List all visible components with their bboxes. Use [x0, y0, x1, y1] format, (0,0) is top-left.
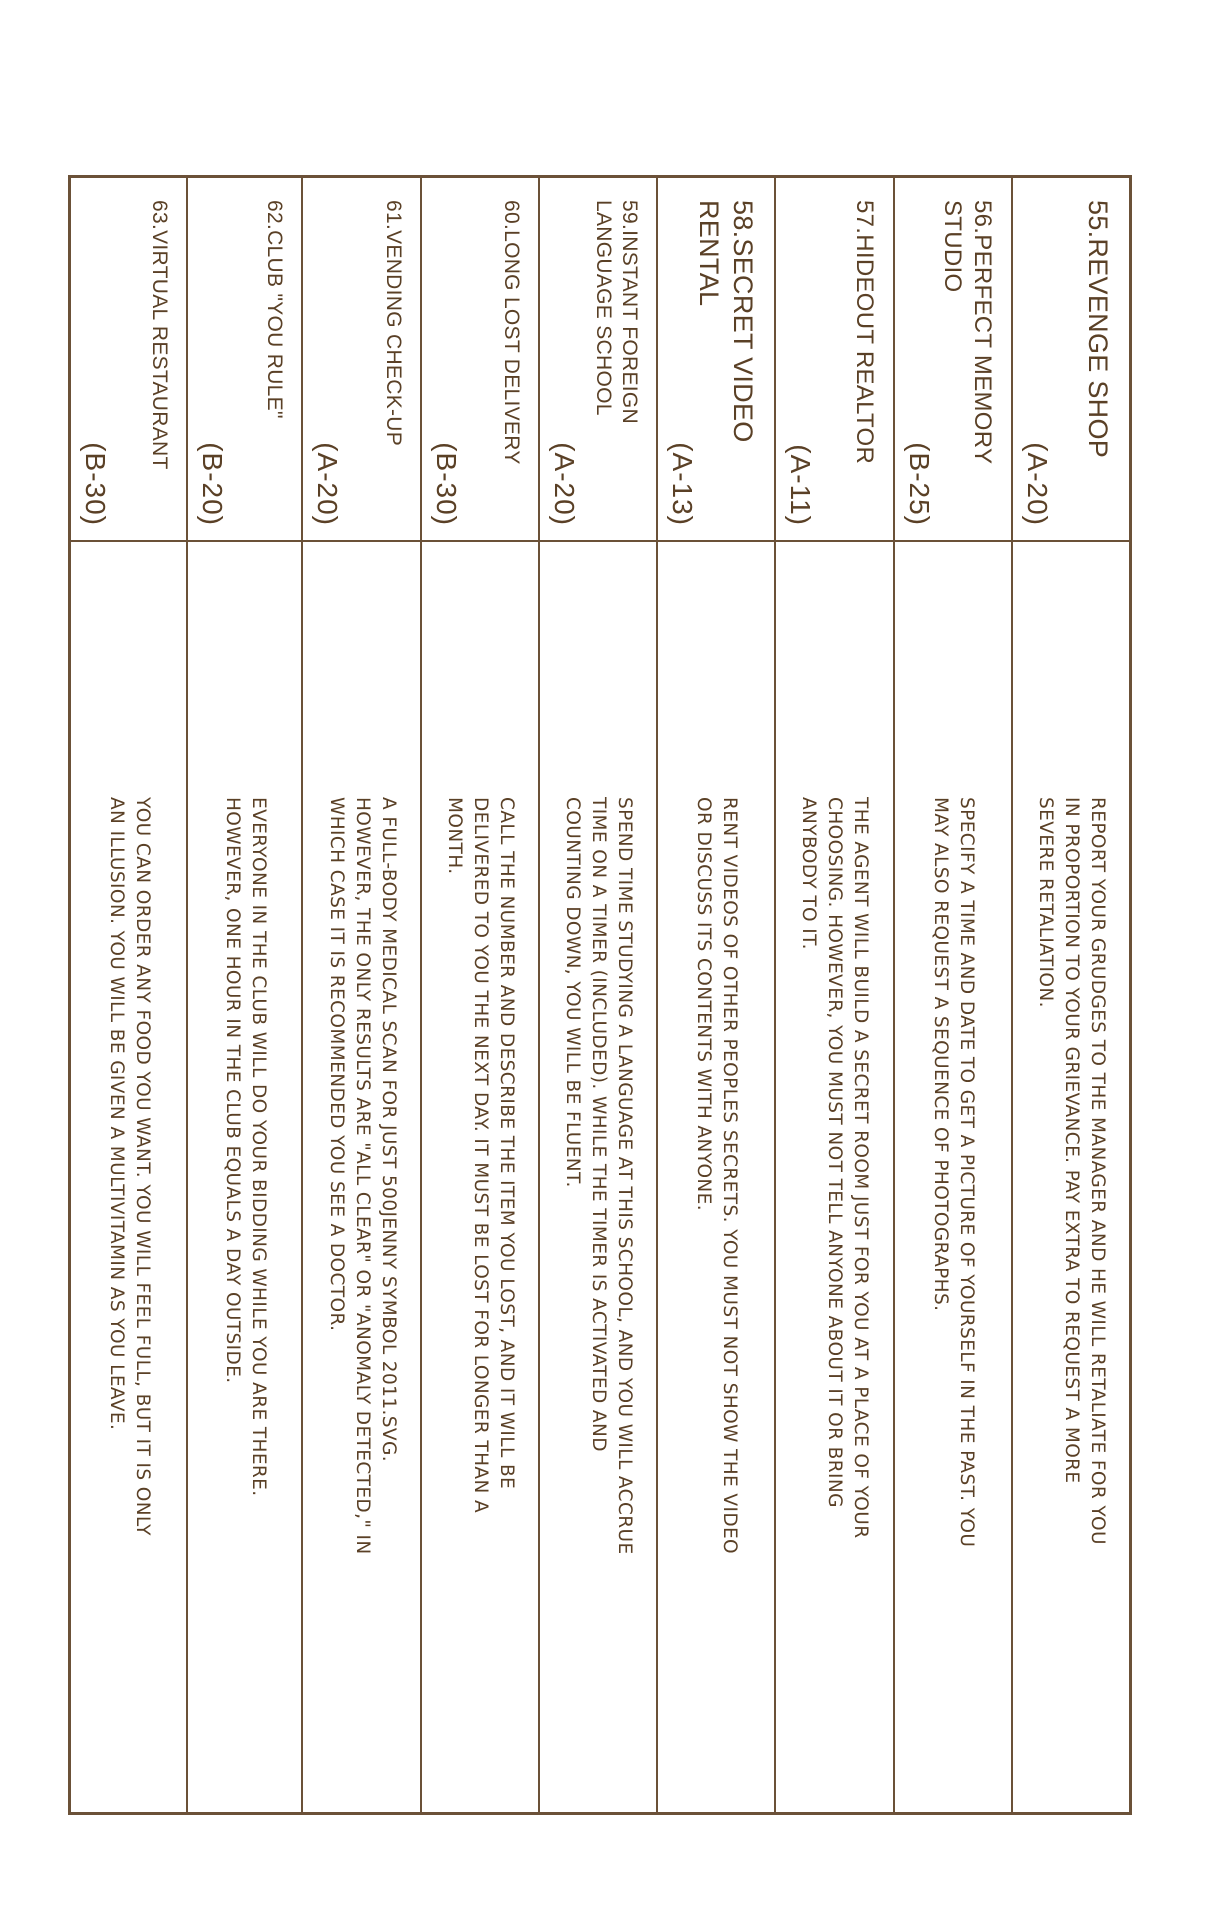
shop-code: (B-30): [430, 442, 462, 526]
table-row: [538, 178, 656, 1812]
shop-code: (B-20): [197, 442, 229, 526]
shop-name-cell: [422, 178, 538, 542]
shop-name-cell: [303, 178, 419, 542]
shop-name: 56.PERFECT MEMORY STUDIO: [938, 200, 996, 465]
shop-name: 63.VIRTUAL RESTAURANT: [148, 200, 172, 470]
shop-description-cell: [1013, 542, 1129, 1812]
shop-name: 55.REVENGE SHOP: [1083, 200, 1113, 459]
table-row: [71, 178, 186, 1812]
shop-description-cell: [776, 542, 892, 1812]
shop-name: 59.INSTANT FOREIGN LANGUAGE SCHOOL: [592, 200, 642, 424]
shop-code: (A-11): [785, 444, 817, 526]
shop-description-cell: [540, 542, 656, 1812]
shop-code: (B-30): [80, 442, 112, 526]
shop-code: (A-13): [667, 442, 699, 526]
shop-name-cell: [188, 178, 301, 542]
shop-description: CALL THE NUMBER AND DESCRIBE THE ITEM YOU LOST, AND IT WILL BE DELIVERED TO YOU THE NEXT DAY. IT MUST BE LOST FOR LONGER THAN A MONTH.: [443, 797, 517, 1514]
shop-name-cell: [540, 178, 656, 542]
shop-description: REPORT YOUR GRUDGES TO THE MANAGER AND HE WILL RETALIATE FOR YOU IN PROPORTION TO YOUR GRIEVANCE. PAY EXTRA TO REQUEST A MORE SEVERE RETALIATION.: [1034, 797, 1108, 1545]
shop-name: 57.HIDEOUT REALTOR: [850, 200, 878, 465]
table-row: [1011, 178, 1129, 1812]
shop-description: YOU CAN ORDER ANY FOOD YOU WANT. YOU WILL FEEL FULL, BUT IT IS ONLY AN ILLUSION. YOU WILL BE GIVEN A MULTIVITAMIN AS YOU LEAVE.: [105, 797, 153, 1536]
shop-description: SPEND TIME STUDYING A LANGUAGE AT THIS SCHOOL, AND YOU WILL ACCRUE TIME ON A TIMER (INCLUDED). WHILE THE TIMER IS ACTIVATED AND COUNTING DOWN, YOU WILL BE FLUENT.: [562, 797, 636, 1555]
shop-name: 60.LONG LOST DELIVERY: [499, 200, 523, 465]
shop-description: A FULL-BODY MEDICAL SCAN FOR JUST 500JENNY SYMBOL 2011.SVG. HOWEVER, THE ONLY RESULTS ARE "ALL CLEAR" OR "ANOMALY DETECTED," IN WHICH CASE IT IS RECOMMENDED YOU SEE A DOCTOR.: [325, 797, 399, 1555]
shop-name: 61.VENDING CHECK-UP: [381, 200, 405, 447]
shop-description-cell: [895, 542, 1011, 1812]
shop-description-cell: [71, 542, 186, 1812]
shop-name-cell: [1013, 178, 1129, 542]
table-row: [774, 178, 892, 1812]
table-row: [186, 178, 301, 1812]
shop-name-cell: [71, 178, 186, 542]
shop-code: (A-20): [548, 442, 580, 526]
shop-description: RENT VIDEOS OF OTHER PEOPLES SECRETS. YOU MUST NOT SHOW THE VIDEO OR DISCUSS ITS CONTENTS WITH ANYONE.: [693, 797, 741, 1555]
shop-description-cell: [188, 542, 301, 1812]
shop-name: 62.CLUB "YOU RULE": [263, 200, 287, 419]
shop-description: THE AGENT WILL BUILD A SECRET ROOM JUST FOR YOU AT A PLACE OF YOUR CHOOSING. HOWEVER, YOU MUST NOT TELL ANYONE ABOUT IT OR BRING ANYBODY TO IT.: [798, 797, 872, 1539]
shop-name-cell: [658, 178, 774, 542]
shop-name: 58.SECRET VIDEO RENTAL: [694, 200, 759, 443]
shop-table: [68, 175, 1132, 1815]
table-row: [301, 178, 419, 1812]
shop-code: (A-20): [1021, 442, 1053, 526]
shop-description: SPECIFY A TIME AND DATE TO GET A PICTURE OF YOURSELF IN THE PAST. YOU MAY ALSO REQUEST A SEQUENCE OF PHOTOGRAPHS.: [929, 797, 977, 1548]
shop-name-cell: [895, 178, 1011, 542]
shop-code: (A-20): [312, 442, 344, 526]
shop-description-cell: [303, 542, 419, 1812]
shop-description-cell: [658, 542, 774, 1812]
shop-description-cell: [422, 542, 538, 1812]
shop-description: EVERYONE IN THE CLUB WILL DO YOUR BIDDING WHILE YOU ARE THERE. HOWEVER, ONE HOUR IN THE CLUB EQUALS A DAY OUTSIDE.: [221, 797, 269, 1497]
shop-code: (B-25): [903, 442, 935, 526]
table-row: [893, 178, 1011, 1812]
table-row: [420, 178, 538, 1812]
table-row: [656, 178, 774, 1812]
shop-name-cell: [776, 178, 892, 542]
